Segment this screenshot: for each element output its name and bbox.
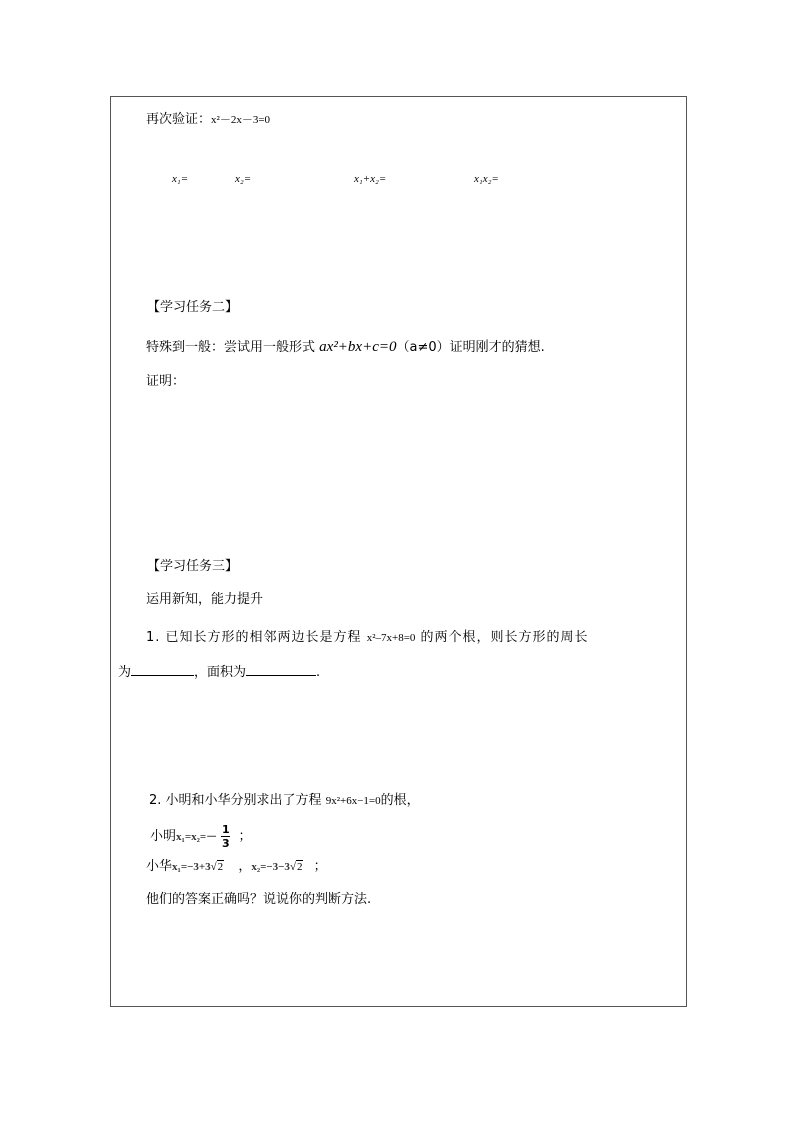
xiaoming-line	[150, 824, 251, 849]
task2-prefix: 特殊到一般：尝试用一般形式	[146, 340, 316, 355]
x2-radicand: 2	[296, 861, 303, 873]
q1-line1	[146, 630, 589, 646]
q2-question: 他们的答案正确吗？说说你的判断方法.	[146, 892, 372, 907]
task2-heading: 【学习任务二】	[147, 300, 239, 315]
verify-equation: x²－2x－3=0	[211, 114, 271, 126]
proof-label: 证明：	[146, 374, 186, 389]
x1-label: x₁=	[172, 173, 189, 185]
q2-equation: 9x²+6x−1=0	[325, 795, 381, 807]
sum-label: x₁+x₂=	[354, 173, 387, 185]
general-form: ax²+bx+c=0	[319, 339, 397, 355]
area-blank[interactable]	[246, 664, 316, 676]
xiaohua-line	[146, 859, 327, 875]
xiaoming-end: ；	[238, 829, 252, 844]
verify-line	[146, 112, 270, 128]
task3-heading: 【学习任务三】	[147, 559, 239, 574]
q1-prefix: 1. 已知长方形的相邻两边长是方程	[146, 630, 362, 645]
xiaohua-end: ；	[313, 859, 327, 874]
xiaoming-label: 小明	[150, 829, 177, 844]
task2-suffix: 证明刚才的猜想.	[449, 340, 545, 355]
product-label: x₁x₂=	[474, 173, 499, 185]
q1-line2	[118, 664, 320, 681]
one-third-fraction	[221, 824, 230, 849]
xiaohua-sep: ，	[238, 859, 252, 874]
fraction-denominator: 3	[221, 837, 230, 850]
sqrt-icon: √	[210, 861, 217, 873]
xiaohua-label: 小华	[146, 859, 173, 874]
q1-wei: 为	[118, 665, 132, 680]
xiaoming-answer: x₁=x₂=－	[176, 831, 218, 843]
sqrt-icon: √	[289, 861, 296, 873]
task2-instruction	[146, 339, 545, 356]
q2-suffix: 的根，	[380, 793, 420, 808]
q2-prefix: 2. 小明和小华分别求出了方程	[149, 793, 322, 808]
task3-subtitle: 运用新知，能力提升	[146, 592, 264, 607]
x1-radicand: 2	[217, 861, 224, 873]
verify-label: 再次验证：	[146, 112, 212, 127]
fraction-numerator: 1	[221, 823, 230, 836]
condition: （a≠0）	[396, 340, 450, 355]
area-label: ，面积为	[194, 665, 247, 680]
q1-end: .	[316, 665, 321, 680]
xiaohua-x1: x₁=−3+3	[172, 861, 211, 873]
xiaohua-x2: x₂=−3−3	[251, 861, 290, 873]
q2-line	[149, 793, 420, 809]
x2-label: x₂=	[235, 173, 252, 185]
q1-suffix: 的两个根，则长方形的周长	[420, 630, 589, 645]
perimeter-blank[interactable]	[131, 664, 194, 676]
q1-equation: x²–7x+8=0	[366, 632, 416, 644]
